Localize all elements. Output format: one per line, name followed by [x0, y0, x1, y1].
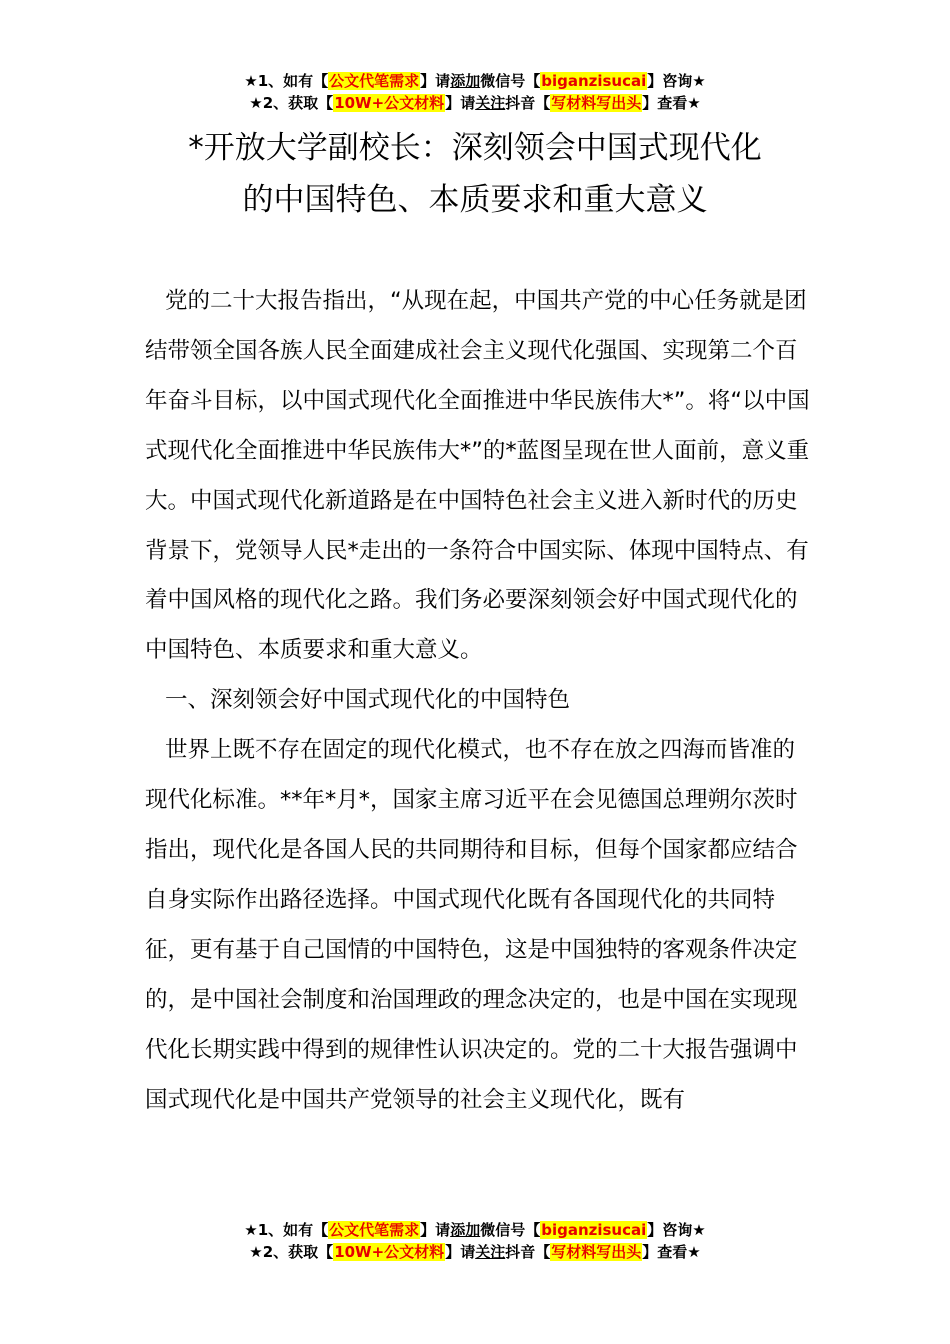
- promo-text: 】咨询★: [647, 72, 706, 90]
- promo-text: 】咨询★: [647, 1221, 706, 1239]
- promo-text: 】查看★: [642, 94, 701, 112]
- promo-underline: 关注: [475, 1243, 506, 1261]
- promo-text: 抖音【: [505, 94, 551, 112]
- document-title: [0, 122, 950, 226]
- promo-text: 】请: [445, 94, 476, 112]
- promo-text: ★2、获取【: [249, 1243, 334, 1261]
- promo-banner-top: [0, 70, 950, 114]
- paragraph-intro: 党的二十大报告指出，“从现在起，中国共产党的中心任务就是团结带领全国各族人民全面建成社会主义现代化强国、实现第二个百年奋斗目标，以中国式现代化全面推进中华民族伟大*”。将“以中国式现代化全面推进中华民族伟大*”的*蓝图呈现在世人面前，意义重大。中国式现代化新道路是在中国特色社会主义进入新时代的历史背景下，党领导人民*走出的一条符合中国实际、体现中国特点、有着中国风格的现代化之路。我们务必要深刻领会好中国式现代化的中国特色、本质要求和重大意义。: [145, 288, 810, 664]
- promo-text: 微信号【: [480, 72, 541, 90]
- promo-highlight: 公文代笔需求: [329, 72, 420, 90]
- promo-text: 抖音【: [505, 1243, 551, 1261]
- promo-highlight: 写材料写出头: [551, 94, 642, 112]
- promo-highlight: 10W+公文材料: [334, 94, 445, 112]
- promo-text: 】请: [420, 1221, 451, 1239]
- promo-line-1: [0, 1219, 950, 1241]
- promo-underline: 添加: [450, 1221, 481, 1239]
- promo-line-2: [0, 92, 950, 114]
- promo-highlight: biganzisucai: [541, 1221, 647, 1239]
- promo-text: 】请: [420, 72, 451, 90]
- paragraph-section-1: 世界上既不存在固定的现代化模式，也不存在放之四海而皆准的现代化标准。**年*月*，国家主席习近平在会见德国总理朔尔茨时指出，现代化是各国人民的共同期待和目标，但每个国家都应结合自身实际作出路径选择。中国式现代化既有各国现代化的共同特征，更有基于自己国情的中国特色，这是中国独特的客观条件决定的，是中国社会制度和治国理政的理念决定的，也是中国在实现现代化长期实践中得到的规律性认识决定的。党的二十大报告强调中国式现代化是中国共产党领导的社会主义现代化，既有: [145, 737, 798, 1113]
- promo-text: ★2、获取【: [249, 94, 334, 112]
- promo-underline: 添加: [450, 72, 481, 90]
- promo-underline: 关注: [475, 94, 506, 112]
- promo-highlight: 写材料写出头: [551, 1243, 642, 1261]
- document-body: [145, 277, 815, 1125]
- title-line-1: *开放大学副校长：深刻领会中国式现代化: [188, 130, 762, 166]
- promo-line-1: [0, 70, 950, 92]
- promo-highlight: 10W+公文材料: [334, 1243, 445, 1261]
- promo-text: 】查看★: [642, 1243, 701, 1261]
- title-line-2: 的中国特色、本质要求和重大意义: [242, 182, 708, 218]
- promo-line-2: [0, 1241, 950, 1263]
- promo-highlight: 公文代笔需求: [329, 1221, 420, 1239]
- section-heading: 一、深刻领会好中国式现代化的中国特色: [165, 687, 571, 714]
- promo-text: 微信号【: [480, 1221, 541, 1239]
- promo-highlight: biganzisucai: [541, 72, 647, 90]
- promo-banner-bottom: [0, 1219, 950, 1263]
- promo-text: ★1、如有【: [244, 72, 329, 90]
- promo-text: ★1、如有【: [244, 1221, 329, 1239]
- promo-text: 】请: [445, 1243, 476, 1261]
